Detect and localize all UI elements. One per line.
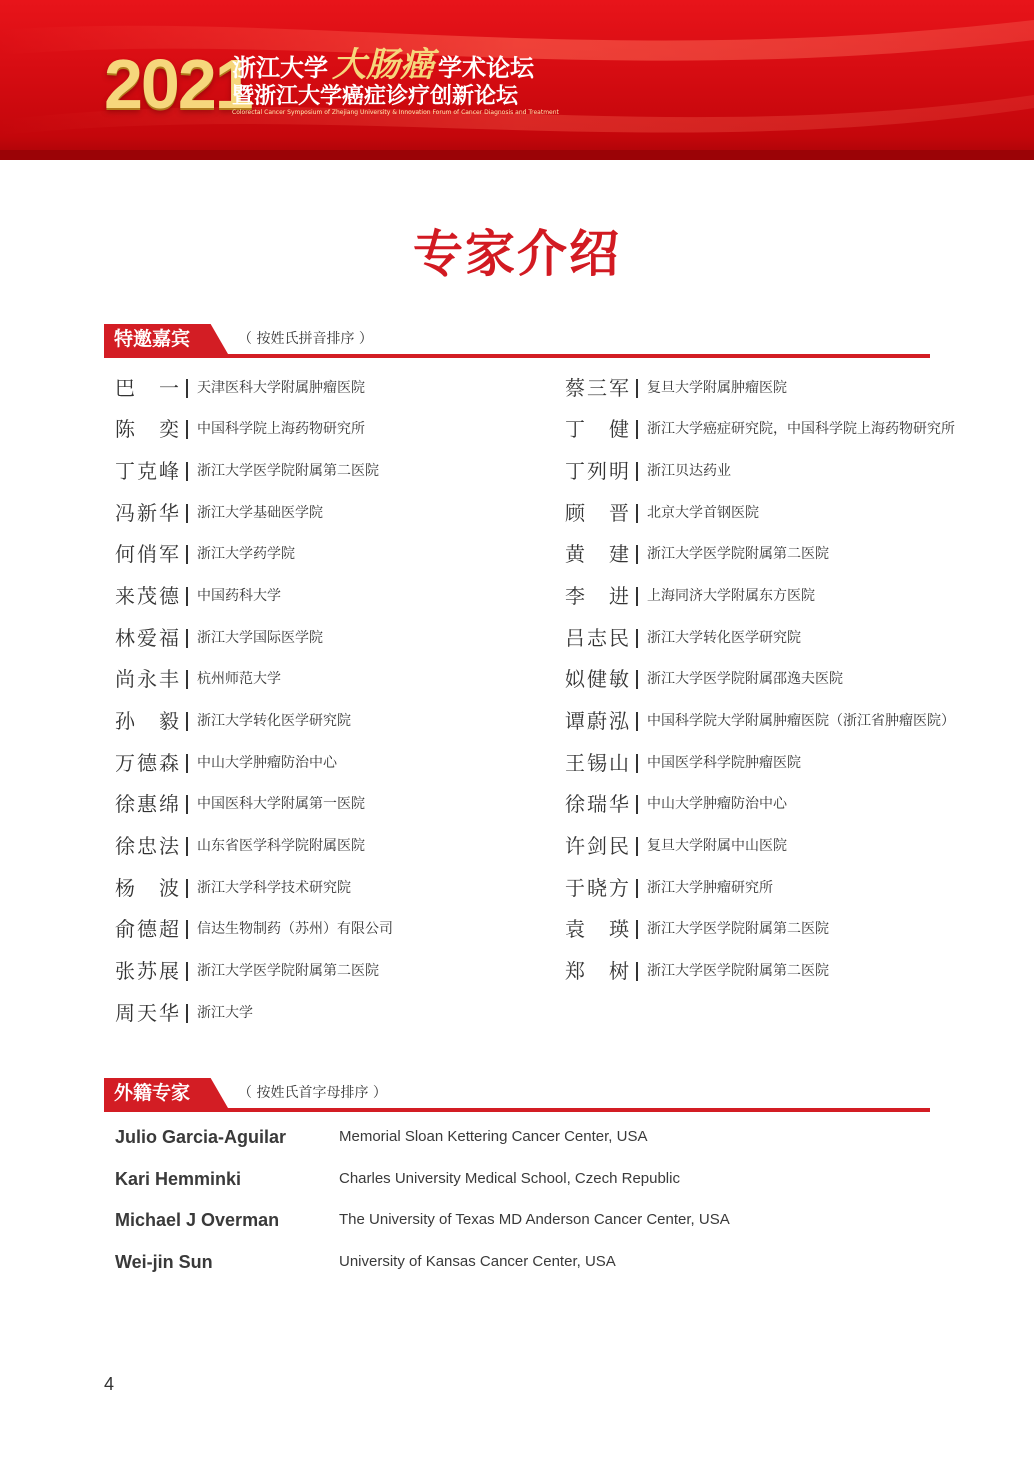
page-number: 4 xyxy=(104,1374,115,1394)
separator xyxy=(186,795,188,814)
expert-organization: 上海同济大学附属东方医院 xyxy=(647,588,815,604)
expert-name: 张苏展 xyxy=(115,959,179,983)
expert-organization: 浙江大学转化医学研究院 xyxy=(197,713,351,729)
separator xyxy=(186,379,188,398)
expert-name: 黄建 xyxy=(565,542,629,566)
banner-title xyxy=(232,45,534,85)
expert-organization: 浙江大学医学院附属第二医院 xyxy=(197,963,379,979)
separator xyxy=(186,670,188,689)
expert-organization: 复旦大学附属肿瘤医院 xyxy=(647,380,787,396)
banner-title-emphasis: 大肠癌 xyxy=(332,45,434,85)
expert-name: 徐惠绵 xyxy=(115,792,179,816)
expert-organization: 天津医科大学附属肿瘤医院 xyxy=(197,380,365,396)
expert-organization: 中山大学肿瘤防治中心 xyxy=(647,796,787,812)
section-divider xyxy=(104,1108,930,1112)
foreign-expert-name: Kari Hemminki xyxy=(115,1169,242,1189)
separator xyxy=(636,837,638,856)
header-banner xyxy=(0,0,1034,160)
expert-organization: 浙江大学医学院附属第二医院 xyxy=(647,963,829,979)
separator xyxy=(636,379,638,398)
expert-name: 顾晋 xyxy=(565,501,629,525)
banner-title-post: 学术论坛 xyxy=(438,54,534,82)
expert-name: 徐瑞华 xyxy=(565,792,629,816)
expert-organization: 浙江大学癌症研究院，中国科学院上海药物研究所 xyxy=(647,421,955,437)
expert-name: 许剑民 xyxy=(565,834,629,858)
separator xyxy=(636,920,638,939)
banner-subtitle: 暨浙江大学癌症诊疗创新论坛 xyxy=(232,84,519,109)
expert-organization: 北京大学首钢医院 xyxy=(647,505,759,521)
separator xyxy=(636,545,638,564)
separator xyxy=(636,879,638,898)
separator xyxy=(636,504,638,523)
expert-organization: 浙江大学医学院附属邵逸夫医院 xyxy=(647,671,843,687)
section-sort-note: （ 按姓氏拼音排序 ） xyxy=(238,331,373,347)
expert-name: 吕志民 xyxy=(565,626,629,650)
section-label: 外籍专家 xyxy=(114,1082,191,1104)
expert-organization: 浙江大学肿瘤研究所 xyxy=(647,880,773,896)
expert-organization: 复旦大学附属中山医院 xyxy=(647,838,787,854)
expert-organization: 浙江大学医学院附属第二医院 xyxy=(197,463,379,479)
separator xyxy=(636,587,638,606)
expert-name: 丁健 xyxy=(565,417,629,441)
section-label: 特邀嘉宾 xyxy=(114,328,191,350)
expert-name: 冯新华 xyxy=(115,501,179,525)
expert-organization: 浙江大学基础医学院 xyxy=(197,505,323,521)
expert-name: 谭蔚泓 xyxy=(565,709,629,733)
expert-organization: 中国医学科学院肿瘤医院 xyxy=(647,755,801,771)
separator xyxy=(186,504,188,523)
expert-organization: 中国医科大学附属第一医院 xyxy=(197,796,365,812)
separator xyxy=(636,629,638,648)
foreign-expert-organization: Memorial Sloan Kettering Cancer Center, USA xyxy=(339,1128,648,1145)
expert-name: 尚永丰 xyxy=(115,667,179,691)
separator xyxy=(636,962,638,981)
expert-name: 来茂德 xyxy=(115,584,179,608)
expert-organization: 浙江大学 xyxy=(197,1005,253,1021)
separator xyxy=(636,795,638,814)
foreign-expert-organization: Charles University Medical School, Czech Republic xyxy=(339,1170,680,1187)
expert-name: 周天华 xyxy=(115,1001,179,1025)
expert-organization: 中国科学院上海药物研究所 xyxy=(197,421,365,437)
separator xyxy=(636,712,638,731)
expert-name: 丁克峰 xyxy=(115,459,179,483)
expert-name: 丁列明 xyxy=(565,459,629,483)
banner-title-pre: 浙江大学 xyxy=(232,54,328,82)
separator xyxy=(186,462,188,481)
foreign-expert-organization: University of Kansas Cancer Center, USA xyxy=(339,1253,616,1270)
expert-organization: 山东省医学科学院附属医院 xyxy=(197,838,365,854)
banner-year: 2021 xyxy=(104,45,252,123)
expert-organization: 浙江贝达药业 xyxy=(647,463,731,479)
separator xyxy=(636,462,638,481)
foreign-expert-name: Michael J Overman xyxy=(115,1210,280,1230)
expert-organization: 浙江大学国际医学院 xyxy=(197,630,323,646)
expert-name: 徐忠法 xyxy=(115,834,179,858)
expert-name: 孙毅 xyxy=(115,709,179,733)
separator xyxy=(636,670,638,689)
section-header-special-guests xyxy=(104,324,930,358)
expert-organization: 中山大学肿瘤防治中心 xyxy=(197,755,337,771)
expert-name: 王锡山 xyxy=(565,751,629,775)
section-header-foreign-experts xyxy=(104,1078,930,1112)
expert-name: 蔡三军 xyxy=(565,376,629,400)
expert-name: 姒健敏 xyxy=(565,667,629,691)
expert-name: 俞德超 xyxy=(115,917,179,941)
expert-name: 李进 xyxy=(565,584,629,608)
expert-organization: 浙江大学科学技术研究院 xyxy=(197,880,351,896)
expert-name: 于晓方 xyxy=(565,876,629,900)
expert-organization: 信达生物制药（苏州）有限公司 xyxy=(197,921,393,937)
foreign-expert-name: Julio Garcia-Aguilar xyxy=(115,1127,287,1147)
separator xyxy=(186,879,188,898)
expert-name: 林爱福 xyxy=(115,626,179,650)
expert-organization: 浙江大学医学院附属第二医院 xyxy=(647,546,829,562)
expert-organization: 浙江大学转化医学研究院 xyxy=(647,630,801,646)
separator xyxy=(636,420,638,439)
separator xyxy=(186,837,188,856)
section-sort-note: （ 按姓氏首字母排序 ） xyxy=(238,1085,387,1101)
separator xyxy=(186,920,188,939)
expert-name: 何俏军 xyxy=(115,542,179,566)
separator xyxy=(186,1004,188,1023)
expert-organization: 浙江大学药学院 xyxy=(197,546,295,562)
expert-name: 郑树 xyxy=(565,959,629,983)
expert-name: 巴一 xyxy=(115,376,179,400)
separator xyxy=(186,962,188,981)
section-divider xyxy=(104,354,930,358)
expert-organization: 浙江大学医学院附属第二医院 xyxy=(647,921,829,937)
banner-english-title: Colorectal Cancer Symposium of Zhejiang University & Innovation Forum of Cancer Diagnosis and Treatment xyxy=(232,109,559,116)
separator xyxy=(636,754,638,773)
expert-name: 袁瑛 xyxy=(565,917,629,941)
foreign-expert-organization: The University of Texas MD Anderson Cancer Center, USA xyxy=(339,1211,730,1228)
expert-name: 杨波 xyxy=(115,876,179,900)
expert-organization: 中国科学院大学附属肿瘤医院（浙江省肿瘤医院） xyxy=(647,713,955,729)
page-title: 专家介绍 xyxy=(413,225,621,283)
separator xyxy=(186,587,188,606)
separator xyxy=(186,754,188,773)
separator xyxy=(186,420,188,439)
expert-name: 万德森 xyxy=(115,751,179,775)
expert-name: 陈奕 xyxy=(115,417,179,441)
separator xyxy=(186,545,188,564)
expert-organization: 杭州师范大学 xyxy=(197,671,281,687)
expert-organization: 中国药科大学 xyxy=(197,588,281,604)
separator xyxy=(186,712,188,731)
foreign-expert-name: Wei-jin Sun xyxy=(115,1252,213,1272)
separator xyxy=(186,629,188,648)
